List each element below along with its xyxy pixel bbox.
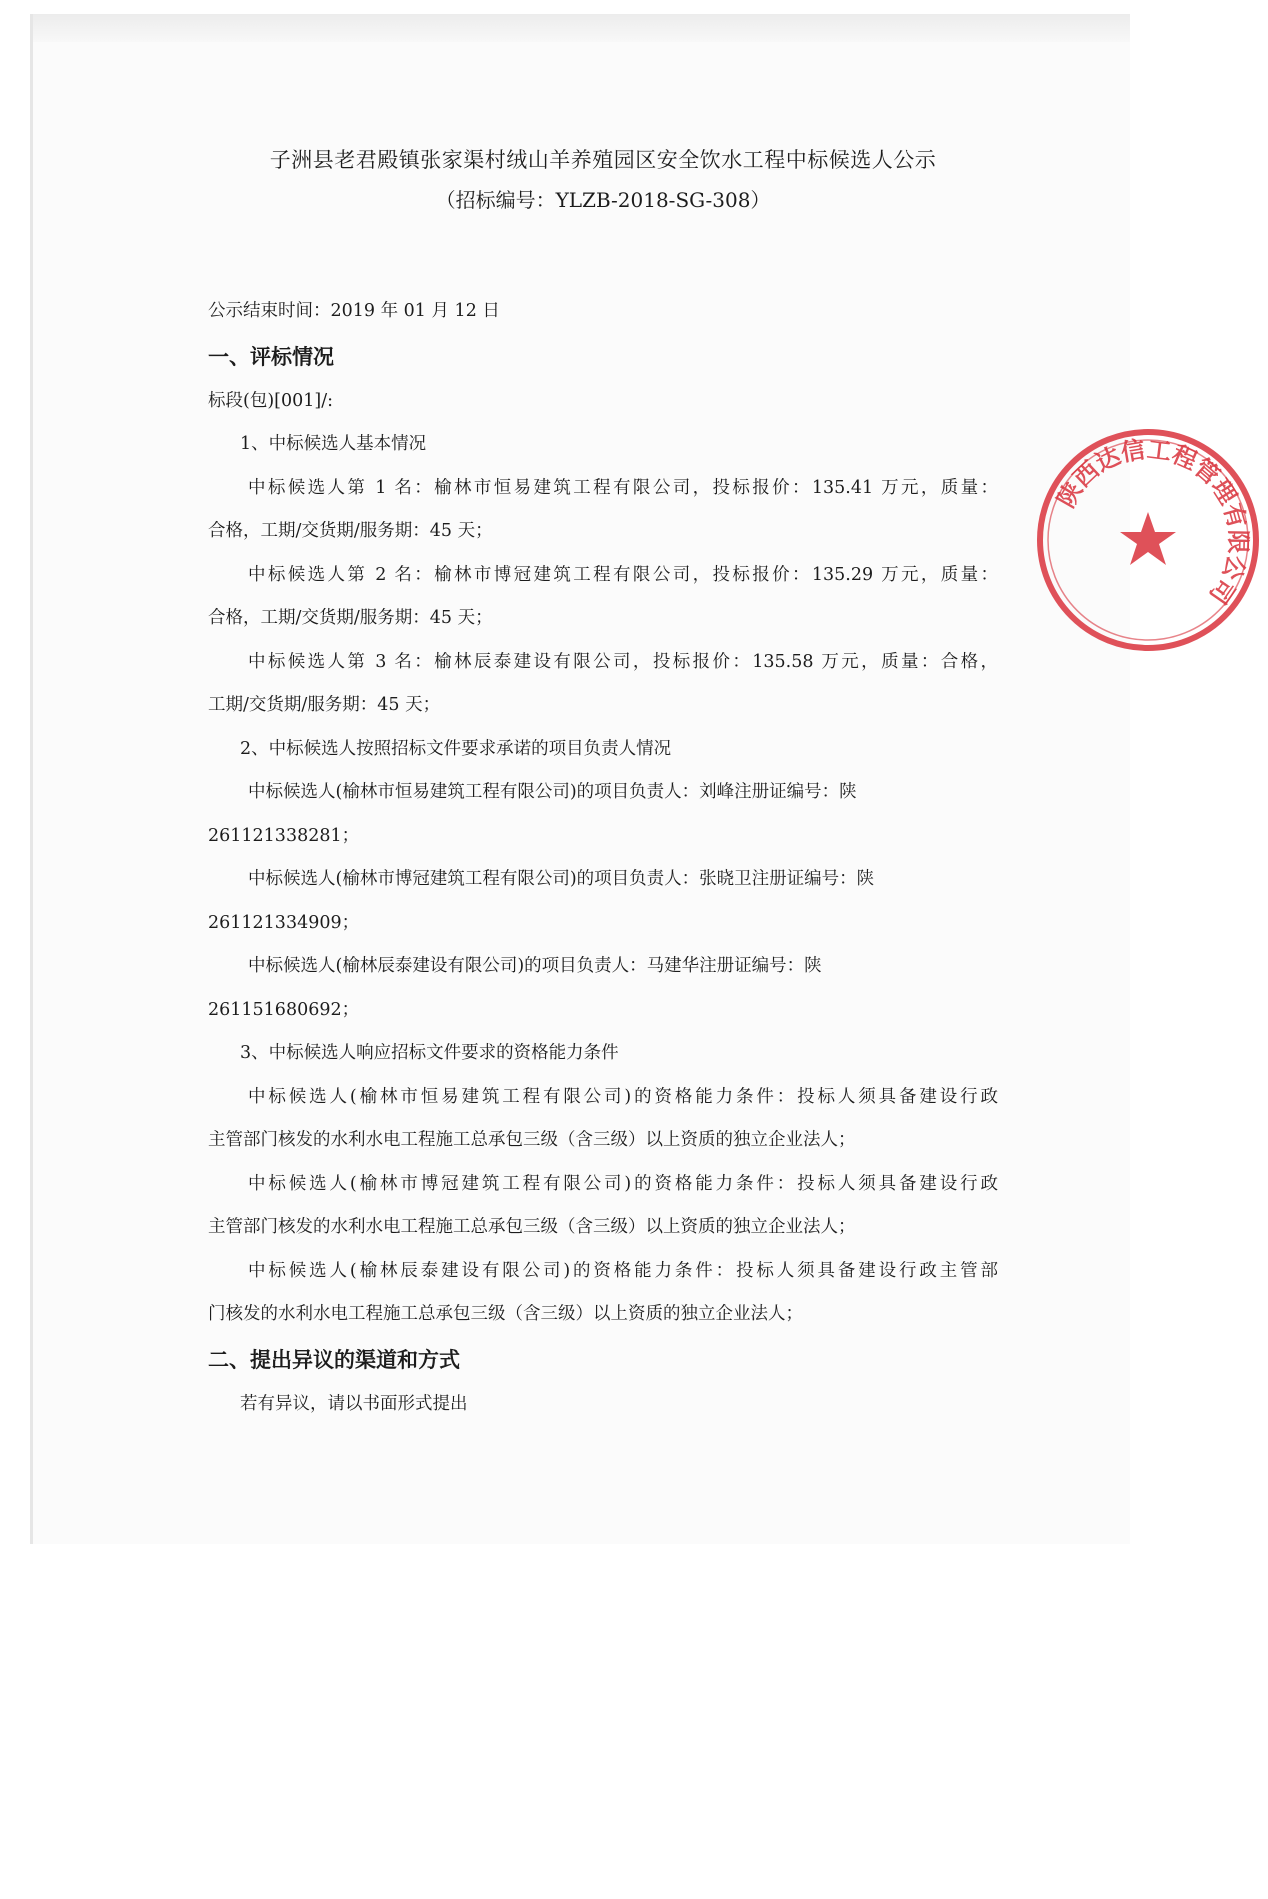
candidate-3-line1: 中标候选人第 3 名：榆林辰泰建设有限公司，投标报价：135.58 万元，质量：合格， bbox=[248, 651, 998, 672]
objection-text: 若有异议，请以书面形式提出 bbox=[240, 1393, 468, 1414]
manager-2-line2: 261121334909； bbox=[208, 912, 360, 933]
subheading-project-managers: 2、中标候选人按照招标文件要求承诺的项目负责人情况 bbox=[240, 738, 672, 759]
qualification-2-line2: 主管部门核发的水利水电工程施工总承包三级（含三级）以上资质的独立企业法人； bbox=[208, 1217, 856, 1237]
manager-1-line2: 261121338281； bbox=[208, 825, 360, 846]
section-heading-evaluation: 一、评标情况 bbox=[208, 344, 334, 369]
qualification-3-line1: 中标候选人(榆林辰泰建设有限公司)的资格能力条件：投标人须具备建设行政主管部 bbox=[248, 1260, 998, 1281]
document-title: 子洲县老君殿镇张家渠村绒山羊养殖园区安全饮水工程中标候选人公示 bbox=[269, 148, 937, 172]
scan-shadow-top bbox=[30, 14, 1130, 42]
manager-3-line2: 261151680692； bbox=[208, 999, 360, 1020]
document-body bbox=[208, 140, 998, 1426]
manager-3-line1: 中标候选人(榆林辰泰建设有限公司)的项目负责人：马建华注册证编号：陕 bbox=[248, 956, 822, 976]
seal-text: 陕西达信工程管理有限公司 bbox=[1051, 435, 1253, 610]
candidate-1-line1: 中标候选人第 1 名：榆林市恒易建筑工程有限公司，投标报价：135.41 万元，质量： bbox=[248, 477, 998, 498]
subheading-candidate-info: 1、中标候选人基本情况 bbox=[240, 434, 427, 454]
manager-2-line1: 中标候选人(榆林市博冠建筑工程有限公司)的项目负责人：张晓卫注册证编号：陕 bbox=[248, 869, 875, 889]
qualification-1-line2: 主管部门核发的水利水电工程施工总承包三级（含三级）以上资质的独立企业法人； bbox=[208, 1130, 856, 1150]
candidate-3-line2: 工期/交货期/服务期：45 天； bbox=[208, 695, 441, 715]
candidate-2-line2: 合格，工期/交货期/服务期：45 天； bbox=[208, 608, 493, 628]
section-heading-objection: 二、提出异议的渠道和方式 bbox=[208, 1347, 460, 1372]
qualification-1-line1: 中标候选人(榆林市恒易建筑工程有限公司)的资格能力条件：投标人须具备建设行政 bbox=[248, 1086, 998, 1107]
scan-shadow-left bbox=[30, 14, 33, 1544]
candidate-2-line1: 中标候选人第 2 名：榆林市博冠建筑工程有限公司，投标报价：135.29 万元，质量： bbox=[248, 564, 998, 585]
company-seal-stamp bbox=[1028, 420, 1268, 660]
publicity-end-time: 公示结束时间：2019 年 01 月 12 日 bbox=[208, 301, 500, 321]
candidate-1-line2: 合格，工期/交货期/服务期：45 天； bbox=[208, 521, 493, 541]
qualification-2-line1: 中标候选人(榆林市博冠建筑工程有限公司)的资格能力条件：投标人须具备建设行政 bbox=[248, 1173, 998, 1194]
document-subtitle: （招标编号：YLZB-2018-SG-308） bbox=[435, 188, 771, 212]
seal-star-icon bbox=[1120, 512, 1176, 565]
lot-label: 标段(包)[001]/: bbox=[208, 390, 334, 411]
qualification-3-line2: 门核发的水利水电工程施工总承包三级（含三级）以上资质的独立企业法人； bbox=[208, 1304, 803, 1324]
manager-1-line1: 中标候选人(榆林市恒易建筑工程有限公司)的项目负责人：刘峰注册证编号：陕 bbox=[248, 782, 857, 802]
subheading-qualifications: 3、中标候选人响应招标文件要求的资格能力条件 bbox=[240, 1043, 619, 1063]
